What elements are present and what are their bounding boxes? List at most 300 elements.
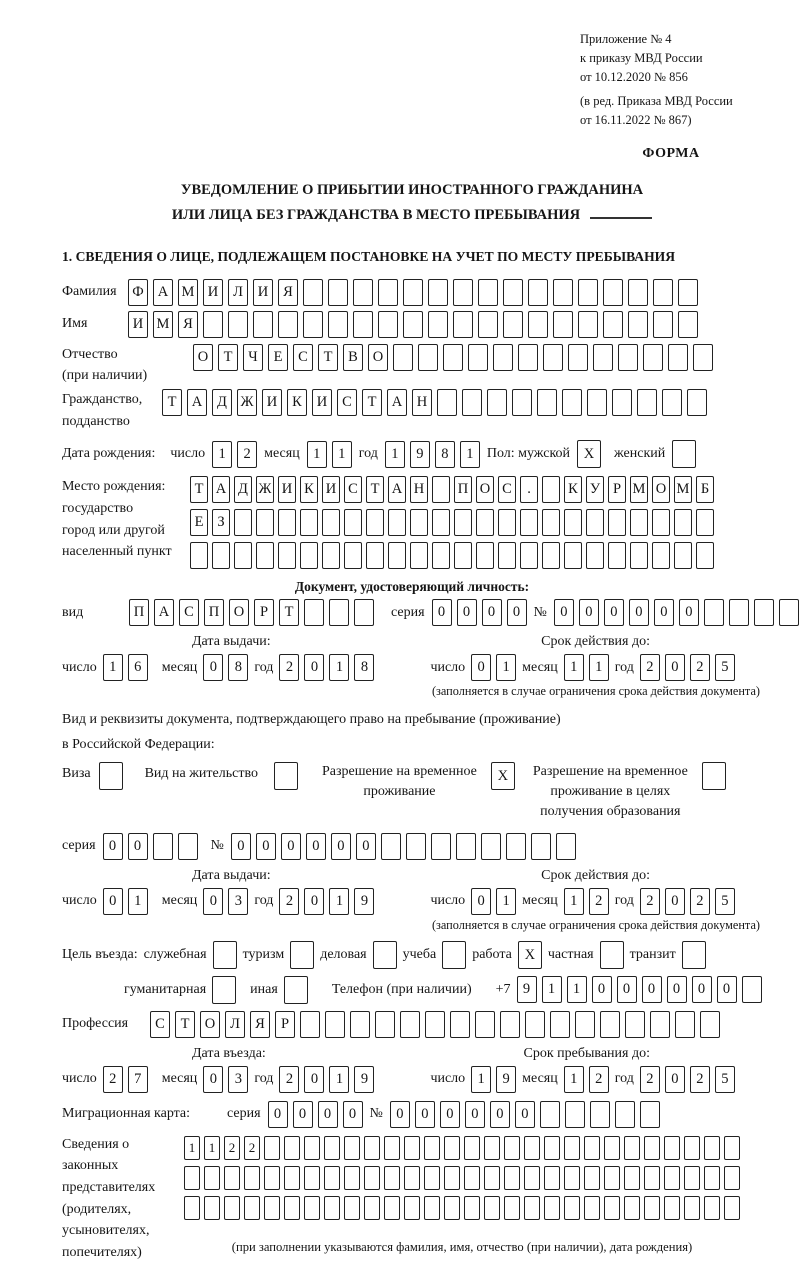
form-cell[interactable] bbox=[400, 1011, 420, 1038]
form-cell[interactable] bbox=[244, 1196, 260, 1220]
form-cell[interactable] bbox=[322, 542, 340, 569]
form-cell[interactable]: 0 bbox=[471, 654, 491, 681]
form-cell[interactable]: Н bbox=[412, 389, 432, 416]
form-cell[interactable]: 2 bbox=[279, 888, 299, 915]
form-cell[interactable]: 1 bbox=[567, 976, 587, 1003]
form-cell[interactable]: 0 bbox=[604, 599, 624, 626]
form-cell[interactable] bbox=[256, 509, 274, 536]
form-cell[interactable] bbox=[504, 1196, 520, 1220]
form-cell[interactable] bbox=[544, 1166, 560, 1190]
form-cell[interactable]: 1 bbox=[332, 441, 352, 468]
form-cell[interactable] bbox=[524, 1166, 540, 1190]
form-cell[interactable] bbox=[684, 1166, 700, 1190]
form-cell[interactable]: 0 bbox=[592, 976, 612, 1003]
form-cell[interactable] bbox=[652, 542, 670, 569]
form-cell[interactable] bbox=[498, 542, 516, 569]
form-cell[interactable]: 0 bbox=[665, 1066, 685, 1093]
form-cell[interactable] bbox=[528, 311, 548, 338]
form-cell[interactable]: О bbox=[476, 476, 494, 503]
form-cell[interactable] bbox=[304, 1196, 320, 1220]
form-cell[interactable] bbox=[600, 1011, 620, 1038]
form-cell[interactable] bbox=[344, 509, 362, 536]
form-cell[interactable] bbox=[542, 476, 560, 503]
form-cell[interactable]: 0 bbox=[304, 654, 324, 681]
form-cell[interactable] bbox=[410, 542, 428, 569]
form-cell[interactable] bbox=[437, 389, 457, 416]
form-cell[interactable]: Т bbox=[162, 389, 182, 416]
form-cell[interactable] bbox=[418, 344, 438, 371]
form-cell[interactable]: 2 bbox=[279, 1066, 299, 1093]
form-cell[interactable]: В bbox=[343, 344, 363, 371]
form-cell[interactable] bbox=[324, 1136, 340, 1160]
form-cell[interactable]: М bbox=[630, 476, 648, 503]
form-cell[interactable] bbox=[264, 1136, 280, 1160]
form-cell[interactable] bbox=[644, 1196, 660, 1220]
form-cell[interactable] bbox=[564, 509, 582, 536]
form-cell[interactable]: 5 bbox=[715, 888, 735, 915]
form-cell[interactable]: Т bbox=[218, 344, 238, 371]
form-cell[interactable]: 8 bbox=[228, 654, 248, 681]
form-cell[interactable]: 1 bbox=[307, 441, 327, 468]
form-cell[interactable]: Е bbox=[268, 344, 288, 371]
form-cell[interactable]: 1 bbox=[212, 441, 232, 468]
form-cell[interactable]: 0 bbox=[128, 833, 148, 860]
form-cell[interactable] bbox=[256, 542, 274, 569]
form-cell[interactable] bbox=[364, 1136, 380, 1160]
form-cell[interactable] bbox=[643, 344, 663, 371]
form-cell[interactable] bbox=[444, 1136, 460, 1160]
visa-checkbox[interactable] bbox=[99, 762, 123, 790]
form-cell[interactable] bbox=[303, 279, 323, 306]
form-cell[interactable]: Т bbox=[190, 476, 208, 503]
form-cell[interactable]: О bbox=[652, 476, 670, 503]
form-cell[interactable]: Е bbox=[190, 509, 208, 536]
form-cell[interactable]: С bbox=[150, 1011, 170, 1038]
form-cell[interactable] bbox=[531, 833, 551, 860]
form-cell[interactable] bbox=[453, 279, 473, 306]
residence-permit-checkbox[interactable] bbox=[274, 762, 298, 790]
form-cell[interactable]: 0 bbox=[679, 599, 699, 626]
form-cell[interactable] bbox=[498, 509, 516, 536]
form-cell[interactable]: М bbox=[178, 279, 198, 306]
form-cell[interactable] bbox=[462, 389, 482, 416]
form-cell[interactable]: 0 bbox=[457, 599, 477, 626]
form-cell[interactable] bbox=[388, 542, 406, 569]
form-cell[interactable] bbox=[553, 311, 573, 338]
form-cell[interactable]: К bbox=[300, 476, 318, 503]
purpose-work-checkbox[interactable]: X bbox=[518, 941, 542, 969]
form-cell[interactable] bbox=[624, 1136, 640, 1160]
form-cell[interactable] bbox=[593, 344, 613, 371]
form-cell[interactable] bbox=[350, 1011, 370, 1038]
form-cell[interactable] bbox=[432, 542, 450, 569]
form-cell[interactable] bbox=[704, 1166, 720, 1190]
form-cell[interactable]: Л bbox=[225, 1011, 245, 1038]
form-cell[interactable]: 0 bbox=[692, 976, 712, 1003]
form-cell[interactable] bbox=[704, 599, 724, 626]
form-cell[interactable] bbox=[587, 389, 607, 416]
form-cell[interactable] bbox=[500, 1011, 520, 1038]
form-cell[interactable]: И bbox=[253, 279, 273, 306]
form-cell[interactable]: 5 bbox=[715, 1066, 735, 1093]
form-cell[interactable]: А bbox=[388, 476, 406, 503]
form-cell[interactable] bbox=[476, 509, 494, 536]
form-cell[interactable] bbox=[520, 542, 538, 569]
form-cell[interactable] bbox=[228, 311, 248, 338]
form-cell[interactable]: 0 bbox=[642, 976, 662, 1003]
form-cell[interactable] bbox=[464, 1166, 480, 1190]
form-cell[interactable] bbox=[432, 509, 450, 536]
form-cell[interactable] bbox=[512, 389, 532, 416]
form-cell[interactable] bbox=[678, 311, 698, 338]
form-cell[interactable]: 2 bbox=[244, 1136, 260, 1160]
form-cell[interactable] bbox=[568, 344, 588, 371]
form-cell[interactable]: 0 bbox=[293, 1101, 313, 1128]
form-cell[interactable]: Л bbox=[228, 279, 248, 306]
temp-permit-checkbox[interactable]: X bbox=[491, 762, 515, 790]
form-cell[interactable] bbox=[404, 1136, 420, 1160]
form-cell[interactable] bbox=[184, 1166, 200, 1190]
form-cell[interactable] bbox=[300, 1011, 320, 1038]
form-cell[interactable] bbox=[428, 279, 448, 306]
form-cell[interactable]: С bbox=[337, 389, 357, 416]
form-cell[interactable]: П bbox=[454, 476, 472, 503]
form-cell[interactable] bbox=[325, 1011, 345, 1038]
form-cell[interactable]: М bbox=[674, 476, 692, 503]
form-cell[interactable] bbox=[478, 279, 498, 306]
form-cell[interactable] bbox=[475, 1011, 495, 1038]
form-cell[interactable] bbox=[366, 509, 384, 536]
form-cell[interactable]: И bbox=[262, 389, 282, 416]
purpose-other-checkbox[interactable] bbox=[284, 976, 308, 1004]
form-cell[interactable]: 0 bbox=[665, 888, 685, 915]
form-cell[interactable] bbox=[604, 1136, 620, 1160]
form-cell[interactable] bbox=[704, 1136, 720, 1160]
purpose-humanitarian-checkbox[interactable] bbox=[212, 976, 236, 1004]
form-cell[interactable]: 0 bbox=[281, 833, 301, 860]
form-cell[interactable] bbox=[468, 344, 488, 371]
form-cell[interactable]: 0 bbox=[343, 1101, 363, 1128]
form-cell[interactable] bbox=[478, 311, 498, 338]
form-cell[interactable] bbox=[190, 542, 208, 569]
form-cell[interactable] bbox=[264, 1166, 280, 1190]
form-cell[interactable] bbox=[375, 1011, 395, 1038]
form-cell[interactable]: 9 bbox=[354, 888, 374, 915]
form-cell[interactable]: 0 bbox=[554, 599, 574, 626]
form-cell[interactable]: 0 bbox=[465, 1101, 485, 1128]
form-cell[interactable]: О bbox=[368, 344, 388, 371]
form-cell[interactable] bbox=[454, 542, 472, 569]
form-cell[interactable] bbox=[481, 833, 501, 860]
form-cell[interactable]: 0 bbox=[256, 833, 276, 860]
form-cell[interactable]: Т bbox=[362, 389, 382, 416]
form-cell[interactable] bbox=[487, 389, 507, 416]
form-cell[interactable] bbox=[754, 599, 774, 626]
form-cell[interactable] bbox=[353, 311, 373, 338]
form-cell[interactable] bbox=[578, 279, 598, 306]
form-cell[interactable] bbox=[184, 1196, 200, 1220]
form-cell[interactable] bbox=[653, 279, 673, 306]
form-cell[interactable]: 9 bbox=[410, 441, 430, 468]
form-cell[interactable] bbox=[590, 1101, 610, 1128]
form-cell[interactable]: Д bbox=[212, 389, 232, 416]
form-cell[interactable]: 0 bbox=[667, 976, 687, 1003]
form-cell[interactable]: 2 bbox=[640, 654, 660, 681]
form-cell[interactable] bbox=[444, 1166, 460, 1190]
form-cell[interactable] bbox=[264, 1196, 280, 1220]
form-cell[interactable] bbox=[224, 1196, 240, 1220]
form-cell[interactable] bbox=[443, 344, 463, 371]
form-cell[interactable]: 5 bbox=[715, 654, 735, 681]
form-cell[interactable] bbox=[564, 542, 582, 569]
form-cell[interactable] bbox=[234, 542, 252, 569]
form-cell[interactable] bbox=[724, 1196, 740, 1220]
form-cell[interactable] bbox=[464, 1196, 480, 1220]
form-cell[interactable]: О bbox=[200, 1011, 220, 1038]
sex-female-checkbox[interactable] bbox=[672, 440, 696, 468]
form-cell[interactable] bbox=[612, 389, 632, 416]
form-cell[interactable] bbox=[484, 1136, 500, 1160]
form-cell[interactable]: 0 bbox=[318, 1101, 338, 1128]
form-cell[interactable] bbox=[324, 1166, 340, 1190]
form-cell[interactable] bbox=[608, 542, 626, 569]
form-cell[interactable]: С bbox=[498, 476, 516, 503]
form-cell[interactable]: О bbox=[229, 599, 249, 626]
form-cell[interactable]: 2 bbox=[224, 1136, 240, 1160]
form-cell[interactable] bbox=[604, 1196, 620, 1220]
form-cell[interactable] bbox=[304, 1136, 320, 1160]
form-cell[interactable] bbox=[303, 311, 323, 338]
form-cell[interactable] bbox=[662, 389, 682, 416]
form-cell[interactable] bbox=[253, 311, 273, 338]
form-cell[interactable]: Д bbox=[234, 476, 252, 503]
form-cell[interactable]: 8 bbox=[354, 654, 374, 681]
form-cell[interactable]: 0 bbox=[665, 654, 685, 681]
form-cell[interactable] bbox=[779, 599, 799, 626]
form-cell[interactable] bbox=[476, 542, 494, 569]
form-cell[interactable]: Р bbox=[608, 476, 626, 503]
form-cell[interactable]: 3 bbox=[228, 888, 248, 915]
form-cell[interactable] bbox=[506, 833, 526, 860]
form-cell[interactable] bbox=[542, 509, 560, 536]
form-cell[interactable] bbox=[284, 1136, 300, 1160]
form-cell[interactable] bbox=[650, 1011, 670, 1038]
form-cell[interactable]: А bbox=[153, 279, 173, 306]
form-cell[interactable]: 1 bbox=[471, 1066, 491, 1093]
form-cell[interactable] bbox=[628, 279, 648, 306]
form-cell[interactable]: 9 bbox=[354, 1066, 374, 1093]
form-cell[interactable] bbox=[544, 1136, 560, 1160]
form-cell[interactable]: А bbox=[154, 599, 174, 626]
purpose-transit-checkbox[interactable] bbox=[682, 941, 706, 969]
form-cell[interactable]: 0 bbox=[103, 833, 123, 860]
form-cell[interactable] bbox=[404, 1196, 420, 1220]
form-cell[interactable] bbox=[432, 476, 450, 503]
form-cell[interactable]: У bbox=[586, 476, 604, 503]
form-cell[interactable] bbox=[520, 509, 538, 536]
purpose-private-checkbox[interactable] bbox=[600, 941, 624, 969]
form-cell[interactable] bbox=[644, 1166, 660, 1190]
form-cell[interactable]: Т bbox=[279, 599, 299, 626]
form-cell[interactable]: С bbox=[344, 476, 362, 503]
form-cell[interactable]: И bbox=[128, 311, 148, 338]
form-cell[interactable] bbox=[504, 1166, 520, 1190]
form-cell[interactable] bbox=[564, 1196, 580, 1220]
form-cell[interactable]: И bbox=[278, 476, 296, 503]
form-cell[interactable] bbox=[444, 1196, 460, 1220]
form-cell[interactable] bbox=[696, 542, 714, 569]
form-cell[interactable]: Р bbox=[275, 1011, 295, 1038]
form-cell[interactable]: 0 bbox=[331, 833, 351, 860]
form-cell[interactable] bbox=[304, 1166, 320, 1190]
form-cell[interactable]: Ж bbox=[256, 476, 274, 503]
form-cell[interactable] bbox=[625, 1011, 645, 1038]
form-cell[interactable] bbox=[353, 279, 373, 306]
form-cell[interactable] bbox=[524, 1136, 540, 1160]
form-cell[interactable]: 0 bbox=[306, 833, 326, 860]
sex-male-checkbox[interactable]: X bbox=[577, 440, 601, 468]
form-cell[interactable] bbox=[212, 542, 230, 569]
form-cell[interactable] bbox=[344, 1196, 360, 1220]
form-cell[interactable] bbox=[329, 599, 349, 626]
form-cell[interactable] bbox=[700, 1011, 720, 1038]
form-cell[interactable]: П bbox=[204, 599, 224, 626]
form-cell[interactable] bbox=[300, 509, 318, 536]
form-cell[interactable]: А bbox=[187, 389, 207, 416]
form-cell[interactable]: 2 bbox=[640, 1066, 660, 1093]
purpose-tourism-checkbox[interactable] bbox=[290, 941, 314, 969]
form-cell[interactable] bbox=[304, 599, 324, 626]
form-cell[interactable] bbox=[278, 542, 296, 569]
form-cell[interactable] bbox=[410, 509, 428, 536]
form-cell[interactable] bbox=[653, 311, 673, 338]
form-cell[interactable] bbox=[729, 599, 749, 626]
form-cell[interactable] bbox=[153, 833, 173, 860]
form-cell[interactable] bbox=[624, 1166, 640, 1190]
form-cell[interactable]: 8 bbox=[435, 441, 455, 468]
form-cell[interactable] bbox=[493, 344, 513, 371]
form-cell[interactable]: 0 bbox=[203, 1066, 223, 1093]
form-cell[interactable] bbox=[364, 1196, 380, 1220]
form-cell[interactable]: И bbox=[322, 476, 340, 503]
form-cell[interactable]: Ч bbox=[243, 344, 263, 371]
form-cell[interactable]: 0 bbox=[304, 888, 324, 915]
form-cell[interactable] bbox=[603, 311, 623, 338]
form-cell[interactable] bbox=[425, 1011, 445, 1038]
form-cell[interactable] bbox=[687, 389, 707, 416]
form-cell[interactable] bbox=[456, 833, 476, 860]
form-cell[interactable] bbox=[564, 1136, 580, 1160]
form-cell[interactable]: Т bbox=[318, 344, 338, 371]
form-cell[interactable]: 1 bbox=[460, 441, 480, 468]
form-cell[interactable] bbox=[604, 1166, 620, 1190]
form-cell[interactable]: 2 bbox=[589, 1066, 609, 1093]
form-cell[interactable]: 1 bbox=[564, 654, 584, 681]
form-cell[interactable]: М bbox=[153, 311, 173, 338]
form-cell[interactable]: З bbox=[212, 509, 230, 536]
form-cell[interactable] bbox=[178, 833, 198, 860]
form-cell[interactable] bbox=[366, 542, 384, 569]
form-cell[interactable] bbox=[668, 344, 688, 371]
form-cell[interactable] bbox=[553, 279, 573, 306]
form-cell[interactable] bbox=[234, 509, 252, 536]
edu-permit-checkbox[interactable] bbox=[702, 762, 726, 790]
form-cell[interactable] bbox=[403, 279, 423, 306]
form-cell[interactable]: 0 bbox=[203, 654, 223, 681]
form-cell[interactable]: 2 bbox=[237, 441, 257, 468]
form-cell[interactable] bbox=[404, 1166, 420, 1190]
form-cell[interactable]: 0 bbox=[717, 976, 737, 1003]
form-cell[interactable] bbox=[450, 1011, 470, 1038]
form-cell[interactable] bbox=[284, 1196, 300, 1220]
form-cell[interactable]: 1 bbox=[103, 654, 123, 681]
form-cell[interactable] bbox=[565, 1101, 585, 1128]
form-cell[interactable] bbox=[384, 1166, 400, 1190]
form-cell[interactable]: Ф bbox=[128, 279, 148, 306]
form-cell[interactable] bbox=[637, 389, 657, 416]
form-cell[interactable]: 0 bbox=[629, 599, 649, 626]
form-cell[interactable]: 1 bbox=[542, 976, 562, 1003]
form-cell[interactable]: 2 bbox=[690, 888, 710, 915]
form-cell[interactable] bbox=[431, 833, 451, 860]
form-cell[interactable]: 2 bbox=[690, 1066, 710, 1093]
form-cell[interactable] bbox=[544, 1196, 560, 1220]
form-cell[interactable] bbox=[344, 1136, 360, 1160]
form-cell[interactable] bbox=[384, 1196, 400, 1220]
form-cell[interactable] bbox=[674, 542, 692, 569]
form-cell[interactable]: 1 bbox=[204, 1136, 220, 1160]
form-cell[interactable] bbox=[324, 1196, 340, 1220]
purpose-study-checkbox[interactable] bbox=[442, 941, 466, 969]
form-cell[interactable] bbox=[575, 1011, 595, 1038]
form-cell[interactable] bbox=[615, 1101, 635, 1128]
form-cell[interactable] bbox=[693, 344, 713, 371]
form-cell[interactable]: 0 bbox=[507, 599, 527, 626]
form-cell[interactable] bbox=[224, 1166, 240, 1190]
form-cell[interactable]: К bbox=[564, 476, 582, 503]
form-cell[interactable]: 9 bbox=[517, 976, 537, 1003]
form-cell[interactable] bbox=[724, 1136, 740, 1160]
form-cell[interactable] bbox=[674, 509, 692, 536]
form-cell[interactable]: 0 bbox=[103, 888, 123, 915]
form-cell[interactable] bbox=[344, 542, 362, 569]
form-cell[interactable]: 0 bbox=[617, 976, 637, 1003]
form-cell[interactable] bbox=[630, 542, 648, 569]
form-cell[interactable] bbox=[640, 1101, 660, 1128]
form-cell[interactable] bbox=[664, 1196, 680, 1220]
form-cell[interactable]: 2 bbox=[589, 888, 609, 915]
form-cell[interactable]: Я bbox=[178, 311, 198, 338]
form-cell[interactable]: Ж bbox=[237, 389, 257, 416]
form-cell[interactable] bbox=[300, 542, 318, 569]
form-cell[interactable] bbox=[524, 1196, 540, 1220]
form-cell[interactable] bbox=[278, 311, 298, 338]
form-cell[interactable] bbox=[344, 1166, 360, 1190]
form-cell[interactable] bbox=[678, 279, 698, 306]
form-cell[interactable] bbox=[664, 1136, 680, 1160]
form-cell[interactable] bbox=[378, 279, 398, 306]
form-cell[interactable]: 9 bbox=[496, 1066, 516, 1093]
form-cell[interactable]: И bbox=[312, 389, 332, 416]
form-cell[interactable]: Я bbox=[278, 279, 298, 306]
form-cell[interactable]: 0 bbox=[579, 599, 599, 626]
form-cell[interactable]: А bbox=[212, 476, 230, 503]
form-cell[interactable] bbox=[406, 833, 426, 860]
form-cell[interactable]: 2 bbox=[640, 888, 660, 915]
form-cell[interactable] bbox=[424, 1136, 440, 1160]
form-cell[interactable]: 0 bbox=[356, 833, 376, 860]
form-cell[interactable] bbox=[542, 542, 560, 569]
